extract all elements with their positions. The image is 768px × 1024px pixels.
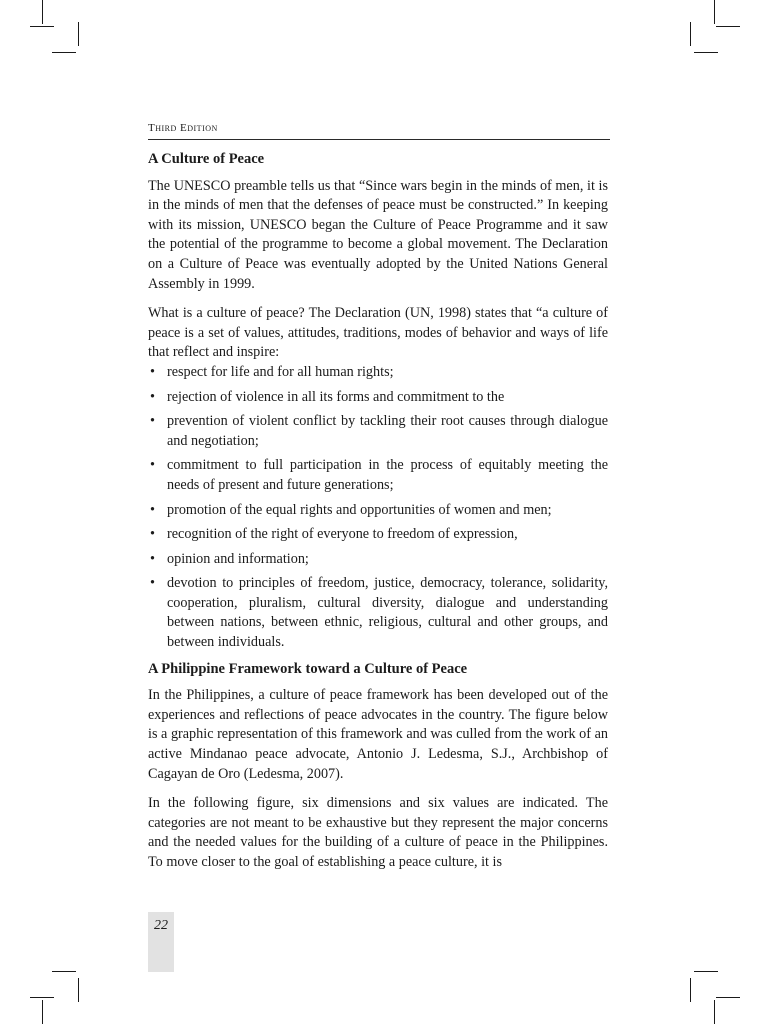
values-list xyxy=(148,363,608,653)
page-content xyxy=(148,150,608,883)
crop-mark xyxy=(52,52,76,53)
paragraph: In the following figure, six dimensions and six values are indicated. The categories are not meant to be exhaustive but they represent the major concerns and the needed values for the building of a culture of peace in the Philippines. To move closer to the goal of establishing a peace culture, it is xyxy=(148,795,608,870)
crop-mark xyxy=(716,26,740,27)
crop-mark xyxy=(690,978,691,1002)
page-number-tab xyxy=(148,912,174,972)
list-item: • promotion of the equal rights and opportunities of women and men; xyxy=(148,501,608,521)
section-heading-philippine-framework: A Philippine Framework toward a Culture of Peace xyxy=(148,660,468,677)
crop-mark xyxy=(42,1000,43,1024)
list-item: • commitment to full participation in the process of equitably meeting the needs of present and future generations; xyxy=(148,456,608,495)
crop-mark xyxy=(690,22,691,46)
crop-mark xyxy=(714,1000,715,1024)
crop-mark xyxy=(30,997,54,998)
paragraph: What is a culture of peace? The Declaration (UN, 1998) states that “a culture of peace is a set of values, attitudes, traditions, modes of behavior and ways of life that reflect and inspire: xyxy=(148,305,608,361)
running-head: Third Edition xyxy=(148,122,218,134)
crop-mark xyxy=(694,971,718,972)
page-number: 22 xyxy=(154,918,168,933)
crop-mark xyxy=(714,0,715,24)
crop-mark xyxy=(42,0,43,24)
crop-mark xyxy=(30,26,54,27)
list-item: • rejection of violence in all its forms and commitment to the xyxy=(148,388,608,408)
paragraph: In the Philippines, a culture of peace framework has been developed out of the experiences and reflections of peace advocates in the country. The figure below is a graphic representation of this framework and was culled from the work of an active Mindanao peace advocate, Antonio J. Ledesma, S.J., Archbishop of Cagayan de Oro (Ledesma, 2007). xyxy=(148,687,608,782)
crop-mark xyxy=(78,22,79,46)
paragraph: The UNESCO preamble tells us that “Since wars begin in the minds of men, it is in the minds of men that the defenses of peace must be constructed.” In keeping with its mission, UNESCO began the Culture of Peace Programme and it saw the potential of the programme to become a global movement. The Declaration on a Culture of Peace was eventually adopted by the United Nations General Assembly in 1999. xyxy=(148,177,608,292)
crop-mark xyxy=(694,52,718,53)
list-item: • devotion to principles of freedom, justice, democracy, tolerance, solidarity, cooperation, pluralism, cultural diversity, dialogue and understanding between nations, between ethnic, religious, cultural and other groups, and between individuals. xyxy=(148,574,608,652)
crop-mark xyxy=(52,971,76,972)
list-item: • prevention of violent conflict by tackling their root causes through dialogue and negotiation; xyxy=(148,412,608,451)
section-heading-culture-of-peace: A Culture of Peace xyxy=(148,151,265,167)
crop-mark xyxy=(78,978,79,1002)
list-item: • opinion and information; xyxy=(148,550,608,570)
crop-mark xyxy=(716,997,740,998)
header-rule xyxy=(148,139,610,140)
list-item: • recognition of the right of everyone to freedom of expression, xyxy=(148,525,608,545)
list-item: • respect for life and for all human rights; xyxy=(148,363,608,383)
